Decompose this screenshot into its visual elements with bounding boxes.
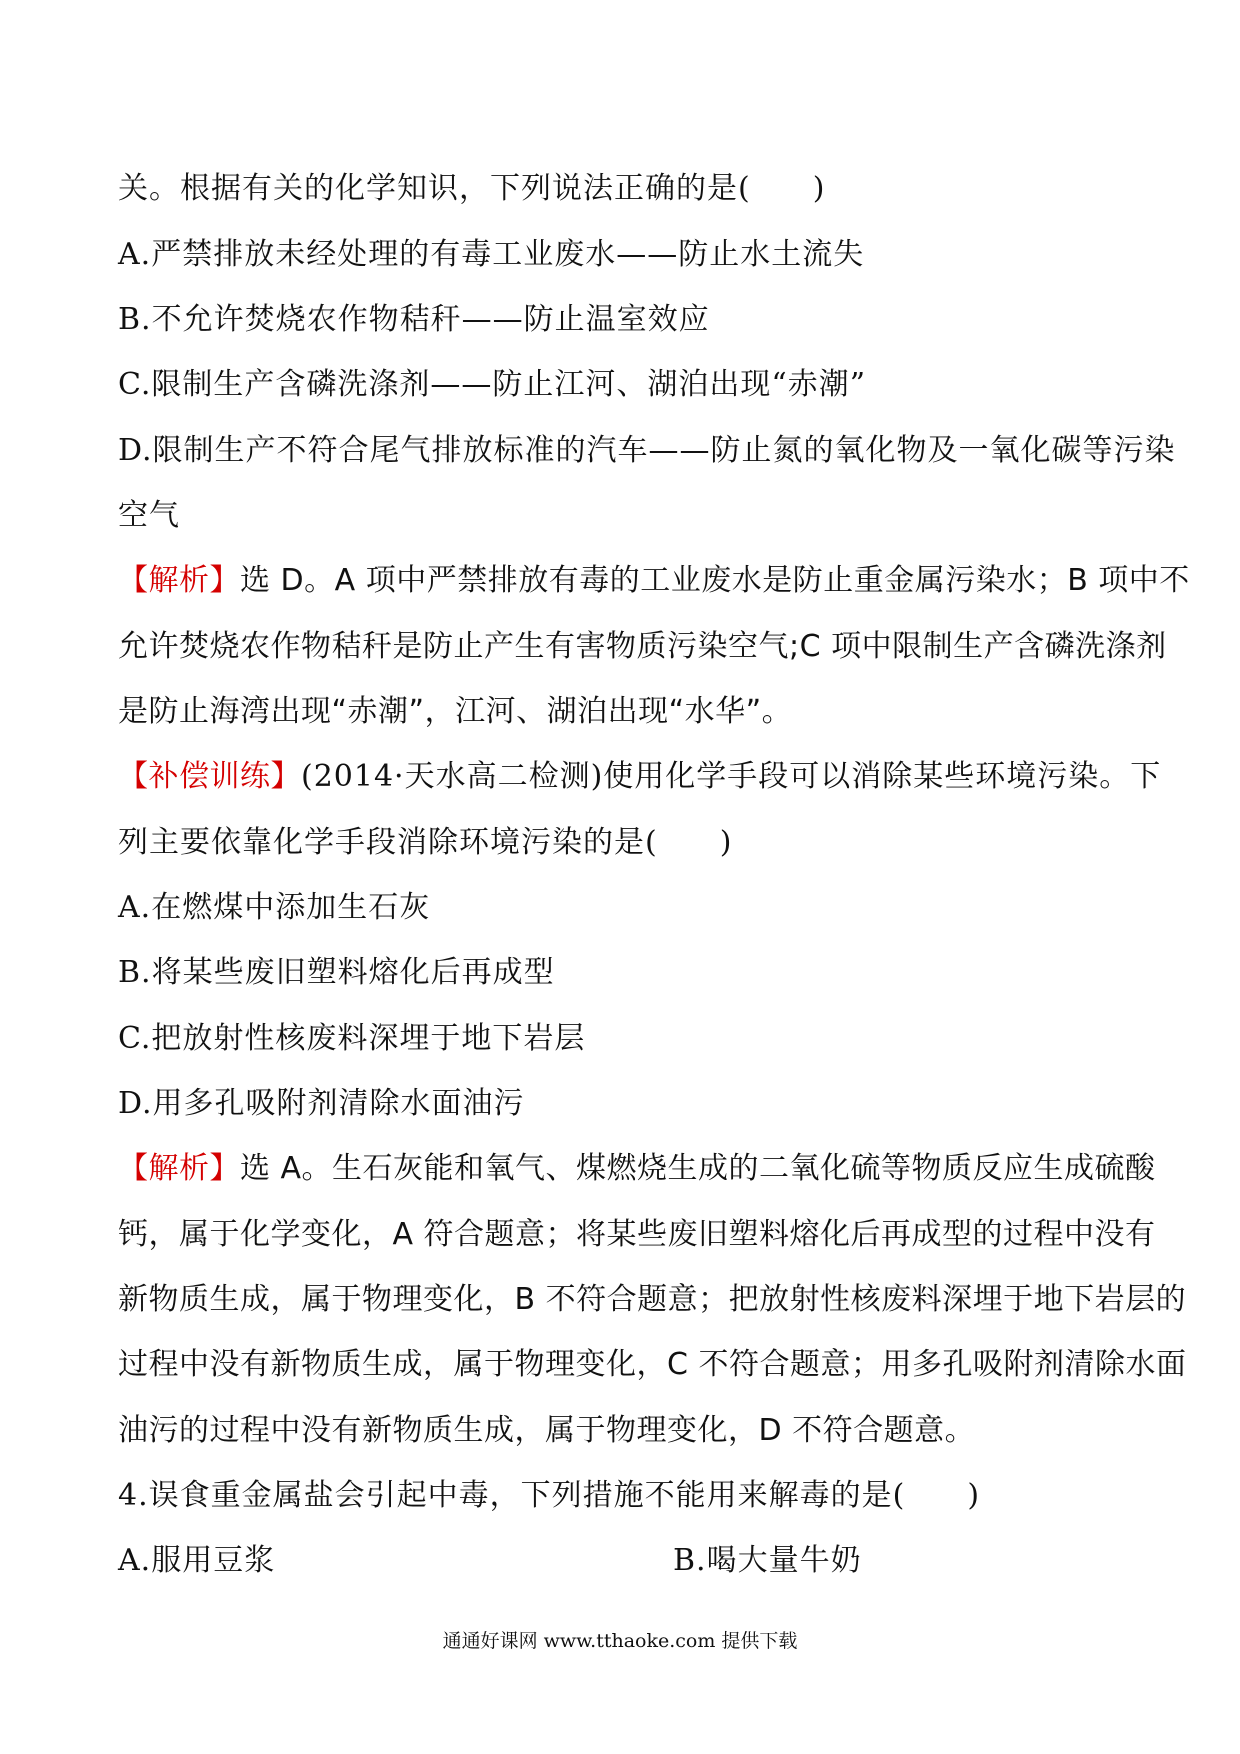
practice-analysis-line-4: 过程中没有新物质生成，属于物理变化，C 不符合题意；用多孔吸附剂清除水面 — [118, 1347, 1187, 1382]
q3-analysis-line-2: 允许焚烧农作物秸秆是防止产生有害物质污染空气;C 项中限制生产含磷洗涤剂 — [118, 629, 1167, 664]
q3-option-b: B.不允许焚烧农作物秸秆——防止温室效应 — [118, 302, 710, 337]
practice-option-a: A.在燃煤中添加生石灰 — [118, 890, 431, 925]
page-footer: 通通好课网 www.tthaoke.com 提供下载 — [442, 1630, 798, 1652]
practice-analysis-line-3: 新物质生成，属于物理变化，B 不符合题意；把放射性核废料深埋于地下岩层的 — [118, 1282, 1187, 1317]
q4-options-row — [118, 1535, 1128, 1579]
q4-option-b: B.喝大量牛奶 — [673, 1543, 862, 1578]
q3-stem: 关。根据有关的化学知识，下列说法正确的是( ) — [118, 171, 826, 206]
practice-analysis-line-2: 钙，属于化学变化，A 符合题意；将某些废旧塑料熔化后再成型的过程中没有 — [118, 1217, 1156, 1252]
q3-option-c: C.限制生产含磷洗涤剂——防止江河、湖泊出现“赤潮” — [118, 367, 867, 402]
q4-stem: 4.误食重金属盐会引起中毒，下列措施不能用来解毒的是( ) — [118, 1478, 981, 1513]
q3-analysis-line-3: 是防止海湾出现“赤潮”，江河、湖泊出现“水华”。 — [118, 694, 793, 729]
q4-option-a: A.服用豆浆 — [118, 1543, 276, 1578]
q3-option-d: D.限制生产不符合尾气排放标准的汽车——防止氮的氧化物及一氧化碳等污染 — [118, 433, 1176, 468]
practice-option-d: D.用多孔吸附剂清除水面油污 — [118, 1086, 525, 1121]
practice-analysis-line-1: 【解析】选 A。生石灰能和氧气、煤燃烧生成的二氧化硫等物质反应生成硫酸 — [118, 1151, 1156, 1186]
analysis-tag: 【解析】 — [118, 1151, 240, 1186]
practice-option-c: C.把放射性核废料深埋于地下岩层 — [118, 1021, 586, 1056]
q3-analysis-line-1: 【解析】选 D。A 项中严禁排放有毒的工业废水是防止重金属污染水；B 项中不 — [118, 563, 1190, 598]
q3-option-a: A.严禁排放未经处理的有毒工业废水——防止水土流失 — [118, 237, 865, 272]
practice-stem-line-1: 【补偿训练】(2014·天水高二检测)使用化学手段可以消除某些环境污染。下 — [118, 759, 1162, 794]
analysis-tag: 【解析】 — [118, 563, 240, 598]
practice-option-b: B.将某些废旧塑料熔化后再成型 — [118, 955, 555, 990]
practice-stem-line-2: 列主要依靠化学手段消除环境污染的是( ) — [118, 825, 733, 860]
q3-option-d-cont: 空气 — [118, 498, 180, 533]
practice-tag: 【补偿训练】 — [118, 759, 301, 794]
practice-analysis-line-5: 油污的过程中没有新物质生成，属于物理变化，D 不符合题意。 — [118, 1413, 976, 1448]
